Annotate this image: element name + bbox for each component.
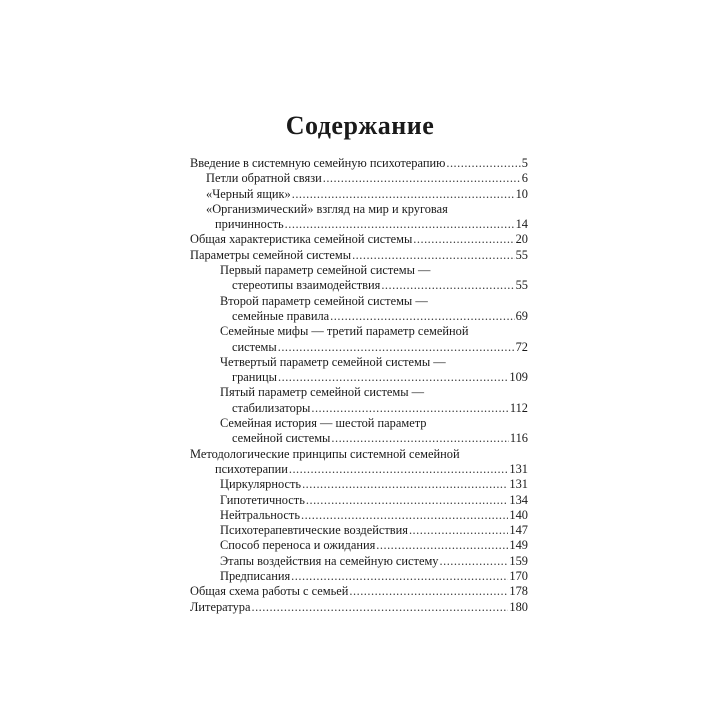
toc-entry-title: Предписания (220, 569, 291, 584)
dot-leader (278, 340, 515, 355)
toc-entry (190, 232, 528, 247)
toc-entry-title: Семейная история — шестой параметр (220, 416, 427, 431)
toc-entry (190, 171, 528, 186)
dot-leader (413, 232, 514, 247)
toc-entry-title: Первый параметр семейной системы — (220, 263, 431, 278)
toc-entry (190, 385, 528, 416)
toc-entry (190, 554, 528, 569)
toc-entry-title: «Черный ящик» (206, 186, 291, 201)
toc-entry-continuation: причинность (215, 217, 284, 232)
toc-page-number: 149 (509, 538, 528, 553)
toc-entry (190, 355, 528, 386)
toc-entry-title: Способ переноса и ожидания (220, 538, 376, 553)
toc-entry-title: Литература (190, 599, 251, 614)
toc-entry (190, 523, 528, 538)
toc-page-number: 20 (515, 232, 528, 247)
dot-leader (352, 248, 515, 263)
toc-entry (190, 538, 528, 553)
toc-page-number: 10 (515, 186, 528, 201)
toc-page-number: 5 (521, 156, 528, 170)
toc-page-number: 180 (509, 599, 528, 614)
table-of-contents (190, 156, 528, 615)
toc-entry (190, 324, 528, 355)
toc-entry-title: Параметры семейной системы (190, 247, 352, 262)
dot-leader (289, 462, 509, 477)
toc-page-number: 147 (509, 523, 528, 538)
toc-entry-title: Методологические принципы системной семейной (190, 446, 460, 461)
toc-entry (190, 493, 528, 508)
toc-entry-continuation: стабилизаторы (232, 400, 311, 415)
toc-entry (190, 156, 528, 171)
dot-leader (331, 431, 508, 446)
toc-page-number: 116 (509, 431, 528, 446)
toc-entry-title: Нейтральность (220, 507, 300, 522)
toc-entry (190, 584, 528, 599)
toc-entry-continuation: границы (232, 370, 277, 385)
toc-entry (190, 477, 528, 492)
toc-entry-title: Циркулярность (220, 477, 302, 492)
toc-page-number: 140 (509, 507, 528, 522)
dot-leader (323, 171, 521, 186)
dot-leader (440, 554, 509, 569)
toc-entry-title: Общая схема работы с семьей (190, 584, 349, 599)
toc-entry-continuation: системы (232, 339, 277, 354)
toc-page-number: 170 (509, 569, 528, 584)
dot-leader (278, 370, 508, 385)
dot-leader (376, 538, 508, 553)
toc-page-number: 178 (509, 584, 528, 599)
toc-entry-continuation: семейной системы (232, 431, 331, 446)
toc-entry-title: «Организмический» взгляд на мир и круговая (206, 201, 448, 216)
toc-entry-title: Петли обратной связи (206, 171, 322, 186)
toc-entry (190, 508, 528, 523)
toc-page-number: 6 (521, 171, 528, 186)
toc-entry (190, 248, 528, 263)
dot-leader (302, 477, 508, 492)
toc-page-number: 55 (515, 278, 528, 293)
toc-entry-title: Психотерапевтические воздействия (220, 523, 408, 538)
toc-page-number: 159 (509, 553, 528, 568)
toc-entry-title: Пятый параметр семейной системы — (220, 385, 425, 400)
toc-page-number: 131 (509, 477, 528, 492)
toc-entry (190, 569, 528, 584)
page-title: Содержание (285, 111, 435, 140)
toc-entry-title: Гипотетичность (220, 492, 305, 507)
toc-entry (190, 447, 528, 478)
toc-page-number: 109 (509, 370, 528, 385)
dot-leader (251, 600, 508, 615)
toc-page-number: 72 (515, 339, 528, 354)
toc-entry (190, 202, 528, 233)
dot-leader (409, 523, 508, 538)
dot-leader (311, 401, 509, 416)
toc-entry (190, 187, 528, 202)
dot-leader (446, 156, 520, 171)
dot-leader (291, 569, 508, 584)
toc-entry-continuation: семейные правила (232, 308, 330, 323)
toc-page-number: 134 (509, 492, 528, 507)
toc-page-number: 131 (509, 461, 528, 476)
toc-entry-title: Семейные мифы — третий параметр семейной (220, 324, 469, 339)
toc-entry-title: Второй параметр семейной системы — (220, 293, 428, 308)
toc-entry-title: Этапы воздействия на семейную систему (220, 553, 439, 568)
toc-page-number: 69 (515, 308, 528, 323)
toc-entry (190, 600, 528, 615)
dot-leader (381, 278, 514, 293)
dot-leader (292, 187, 515, 202)
toc-entry-title: Введение в системную семейную психотерапию (190, 156, 446, 170)
dot-leader (301, 508, 508, 523)
dot-leader (306, 493, 509, 508)
dot-leader (285, 217, 515, 232)
toc-entry (190, 263, 528, 294)
dot-leader (330, 309, 514, 324)
toc-entry-continuation: стереотипы взаимодействия (232, 278, 381, 293)
toc-page-number: 112 (509, 400, 528, 415)
toc-entry (190, 416, 528, 447)
toc-entry-title: Четвертый параметр семейной системы — (220, 354, 446, 369)
dot-leader (349, 584, 508, 599)
toc-page-number: 14 (515, 217, 528, 232)
toc-entry-continuation: психотерапии (215, 461, 288, 476)
toc-entry-title: Общая характеристика семейной системы (190, 232, 413, 247)
toc-page-number: 55 (515, 247, 528, 262)
toc-entry (190, 294, 528, 325)
